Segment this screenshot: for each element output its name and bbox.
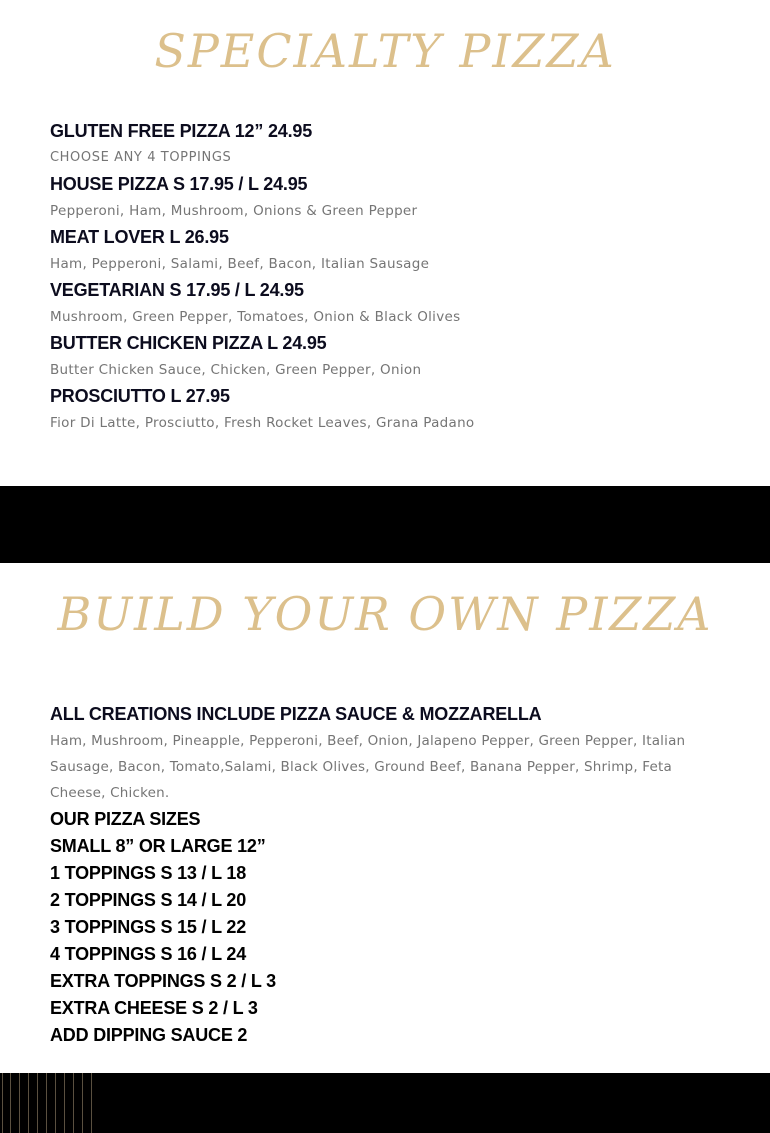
menu-item-name: BUTTER CHICKEN PIZZA L 24.95 [50,333,327,353]
menu-item-name: GLUTEN FREE PIZZA 12” 24.95 [50,121,312,141]
price-line: EXTRA CHEESE S 2 / L 3 [50,998,258,1018]
menu-item [50,383,730,436]
price-line: 1 TOPPINGS S 13 / L 18 [50,863,247,883]
menu-item [50,277,730,330]
menu-item-description: CHOOSE ANY 4 TOPPINGS [50,150,232,165]
toppings-list: Ham, Mushroom, Pineapple, Pepperoni, Beef, Onion, Jalapeno Pepper, Green Pepper, Italian Sausage, Bacon, Tomato,Salami, Black Olives, Ground Beef, Banana Pepper, Shrimp, Feta Cheese, Chicken. [50,733,686,801]
price-line: 2 TOPPINGS S 14 / L 20 [50,890,247,910]
price-line: EXTRA TOPPINGS S 2 / L 3 [50,971,276,991]
menu-item-description: Mushroom, Green Pepper, Tomatoes, Onion & Black Olives [50,309,461,325]
sizes-heading: OUR PIZZA SIZES [50,809,201,829]
menu-item-description: Fior Di Latte, Prosciutto, Fresh Rocket Leaves, Grana Padano [50,415,475,431]
menu-item-name: VEGETARIAN S 17.95 / L 24.95 [50,280,304,300]
build-intro: ALL CREATIONS INCLUDE PIZZA SAUCE & MOZZARELLA [50,704,542,724]
menu-item-name: MEAT LOVER L 26.95 [50,227,229,247]
menu-item-description: Pepperoni, Ham, Mushroom, Onions & Green Pepper [50,203,418,219]
menu-item [50,224,730,277]
section-divider-band [0,486,770,563]
menu-item-description: Butter Chicken Sauce, Chicken, Green Pepper, Onion [50,362,422,378]
menu-item [50,330,730,383]
decorative-stripes [0,1073,96,1133]
price-line: 3 TOPPINGS S 15 / L 22 [50,917,247,937]
menu-item-description: Ham, Pepperoni, Salami, Beef, Bacon, Italian Sausage [50,256,430,272]
price-line: 4 TOPPINGS S 16 / L 24 [50,944,247,964]
specialty-title: SPECIALTY PIZZA [154,24,616,78]
build-your-own-title: BUILD YOUR OWN PIZZA [57,587,713,641]
price-line: ADD DIPPING SAUCE 2 [50,1025,248,1045]
specialty-menu-list [50,118,730,436]
build-your-own-section [0,563,770,1073]
menu-item-name: HOUSE PIZZA S 17.95 / L 24.95 [50,174,308,194]
menu-item-name: PROSCIUTTO L 27.95 [50,386,230,406]
specialty-section [0,0,770,486]
menu-item [50,118,730,171]
footer-band [0,1073,770,1133]
sizes-line: SMALL 8” OR LARGE 12” [50,836,266,856]
build-menu-list [50,701,730,1049]
menu-item [50,171,730,224]
